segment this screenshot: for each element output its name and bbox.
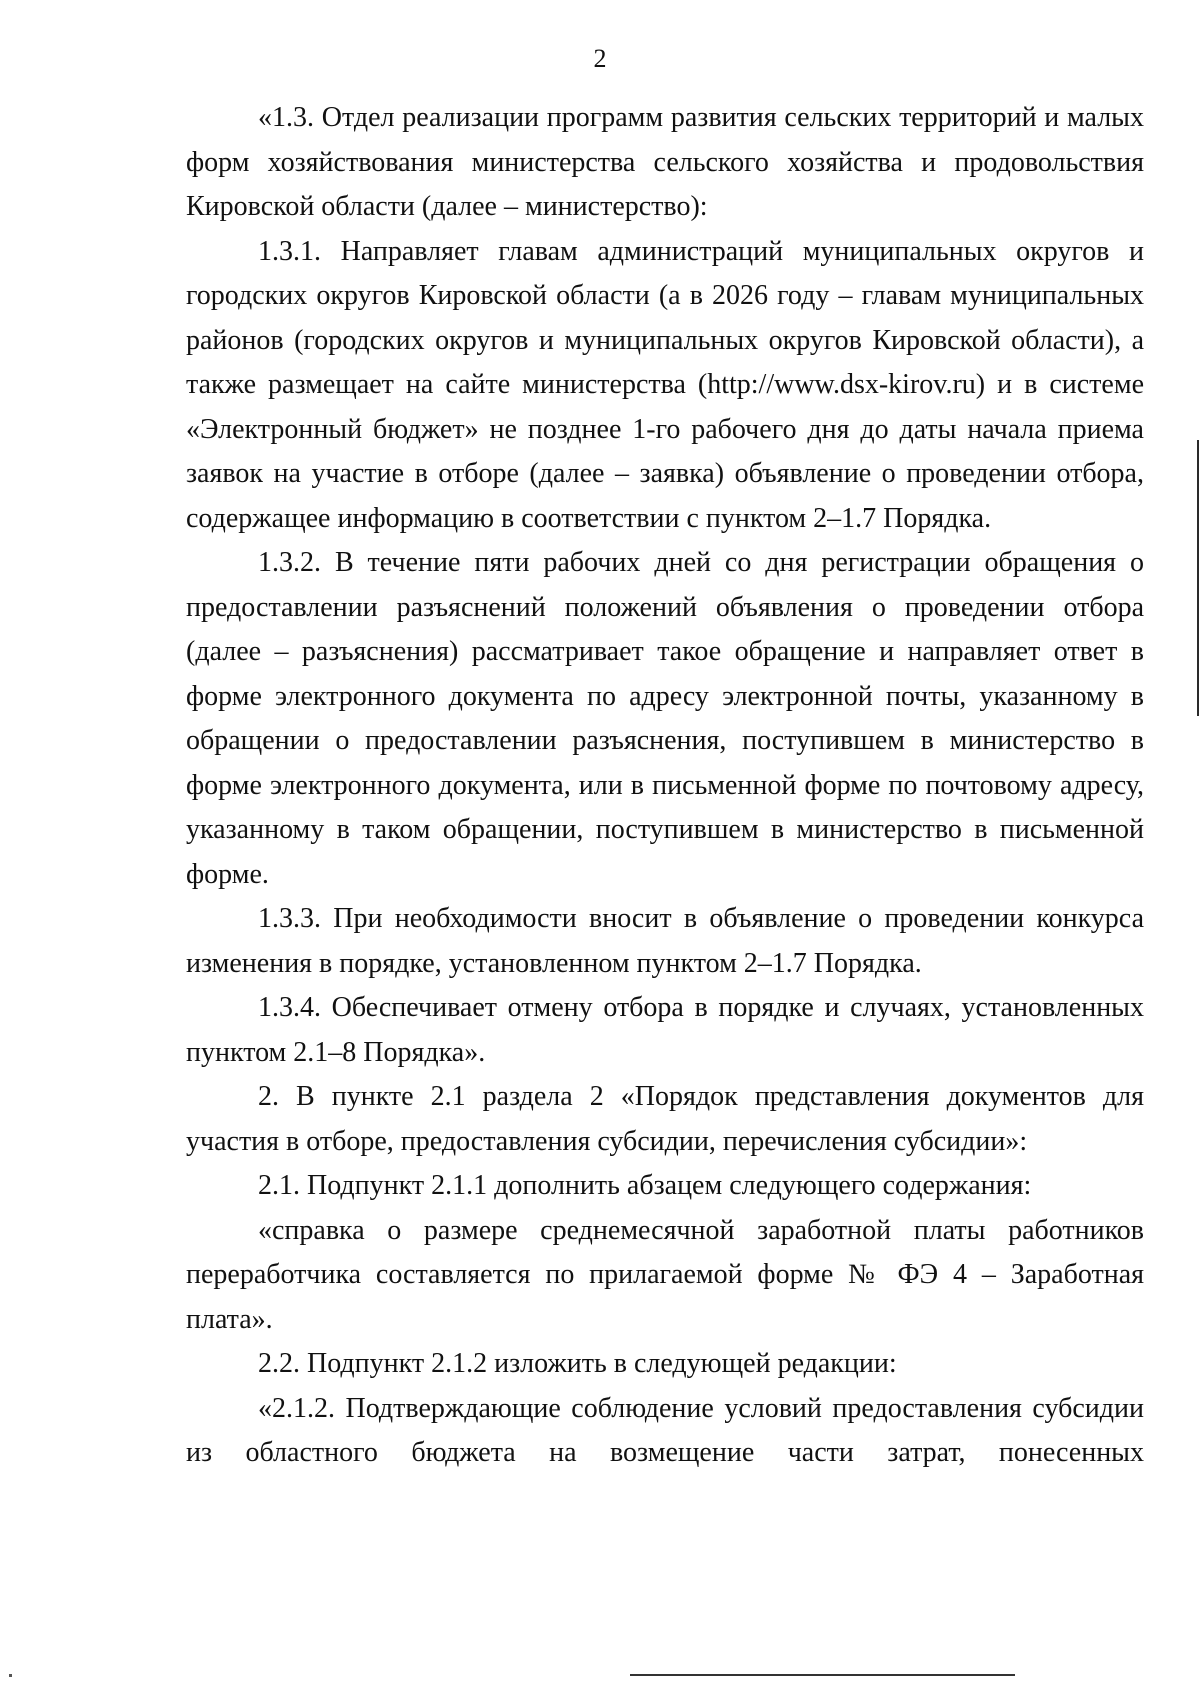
paragraph-2-1: 2.1. Подпункт 2.1.1 дополнить абзацем следующего содержания: <box>258 1170 1032 1201</box>
paragraph-2: 2. В пункте 2.1 раздела 2 «Порядок представления документов для участия в отборе, предоставления субсидии, перечисления субсидии»: <box>186 1081 1144 1157</box>
paragraph-1-3-3: 1.3.3. При необходимости вносит в объявление о проведении конкурса изменения в порядке, установленном пунктом 2–1.7 Порядка. <box>186 903 1144 979</box>
scan-artifact-dot <box>9 1674 12 1677</box>
document-body <box>186 96 1144 1476</box>
paragraph-1-3-4: 1.3.4. Обеспечивает отмену отбора в порядке и случаях, установленных пунктом 2.1–8 Порядка». <box>186 992 1144 1068</box>
paragraph-2-1-2: «2.1.2. Подтверждающие соблюдение условий предоставления субсидии из областного бюджета на возмещение части затрат, понесенных <box>186 1392 1144 1468</box>
paragraph-1-3-2: 1.3.2. В течение пяти рабочих дней со дня регистрации обращения о предоставлении разъяснений положений объявления о проведении отбора (далее – разъяснения) рассматривает такое обращение и направляет ответ в форме электронного документа по адресу электронной почты, указанному в обращении о предоставлении разъяснения, поступившем в министерство в форме электронного документа, или в письменной форме по почтовому адресу, указанному в таком обращении, поступившем в министерство в письменной форме. <box>186 547 1144 890</box>
paragraph-2-1-quote: «справка о размере среднемесячной заработной платы работников переработчика составляется по прилагаемой форме № ФЭ 4 – Заработная плата». <box>186 1214 1144 1335</box>
scan-edge-line <box>1197 440 1199 716</box>
footer-rule <box>630 1674 1015 1676</box>
page-number: 2 <box>593 44 607 73</box>
paragraph-1-3: «1.3. Отдел реализации программ развития сельских территорий и малых форм хозяйствования министерства сельского хозяйства и продовольствия Кировской области (далее – министерство): <box>186 102 1144 222</box>
paragraph-1-3-1: 1.3.1. Направляет главам администраций муниципальных округов и городских округов Кировской области (а в 2026 году – главам муниципальных районов (городских округов и муниципальных округов Кировской области), а также размещает на сайте министерства (http://www.dsx-kirov.ru) и в системе «Электронный бюджет» не позднее 1-го рабочего дня до даты начала приема заявок на участие в отборе (далее – заявка) объявление о проведении отбора, содержащее информацию в соответствии с пунктом 2–1.7 Порядка. <box>186 235 1144 534</box>
paragraph-2-2: 2.2. Подпункт 2.1.2 изложить в следующей редакции: <box>258 1348 897 1379</box>
